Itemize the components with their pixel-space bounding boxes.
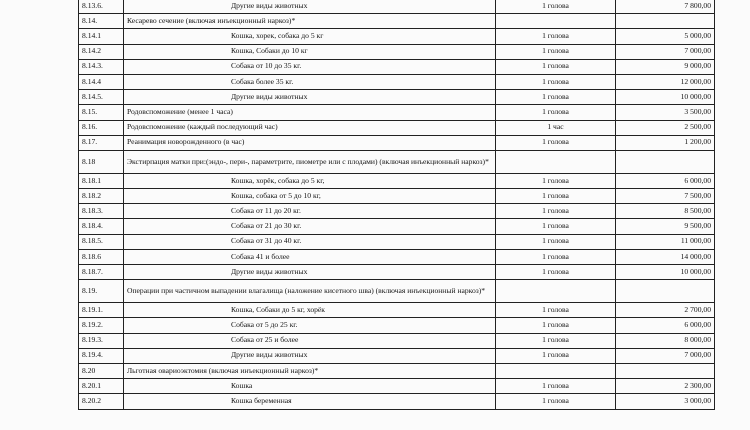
row-unit: 1 голова	[496, 204, 616, 219]
row-price: 2 700,00	[616, 303, 715, 318]
table-row	[79, 348, 715, 363]
row-code: 8.20.2	[79, 394, 124, 409]
table-row	[79, 189, 715, 204]
row-code: 8.15.	[79, 105, 124, 120]
row-unit	[496, 150, 616, 173]
row-unit: 1 голова	[496, 394, 616, 409]
row-price: 8 000,00	[616, 333, 715, 348]
row-service-name: Другие виды животных	[124, 0, 496, 14]
price-table-body	[79, 0, 715, 409]
row-code: 8.18.1	[79, 173, 124, 188]
row-unit: 1 голова	[496, 189, 616, 204]
row-unit	[496, 14, 616, 29]
table-row	[79, 249, 715, 264]
row-unit	[496, 280, 616, 303]
price-table	[78, 0, 715, 410]
row-price	[616, 14, 715, 29]
table-row	[79, 59, 715, 74]
row-unit	[496, 363, 616, 378]
row-service-name: Кошка	[124, 379, 496, 394]
row-price: 7 000,00	[616, 348, 715, 363]
row-price: 5 000,00	[616, 29, 715, 44]
row-code: 8.19.2.	[79, 318, 124, 333]
row-code: 8.14.	[79, 14, 124, 29]
row-code: 8.19.1.	[79, 303, 124, 318]
row-unit: 1 голова	[496, 59, 616, 74]
table-row	[79, 219, 715, 234]
table-row	[79, 14, 715, 29]
row-unit: 1 голова	[496, 333, 616, 348]
row-code: 8.19.3.	[79, 333, 124, 348]
row-price: 10 000,00	[616, 90, 715, 105]
row-price: 6 000,00	[616, 318, 715, 333]
row-service-name: Кесарево сечение (включая инъекционный наркоз)*	[124, 14, 496, 29]
row-unit: 1 час	[496, 120, 616, 135]
table-row	[79, 303, 715, 318]
row-code: 8.18.6	[79, 249, 124, 264]
row-service-name: Кошка, хорёк, собака до 5 кг,	[124, 173, 496, 188]
row-service-name: Собака от 25 и более	[124, 333, 496, 348]
row-code: 8.14.2	[79, 44, 124, 59]
row-unit: 1 голова	[496, 74, 616, 89]
row-unit: 1 голова	[496, 219, 616, 234]
row-unit: 1 голова	[496, 105, 616, 120]
row-price	[616, 150, 715, 173]
table-row	[79, 173, 715, 188]
row-service-name: Родовспоможение (каждый последующий час)	[124, 120, 496, 135]
row-service-name: Собака более 35 кг.	[124, 74, 496, 89]
row-unit: 1 голова	[496, 0, 616, 14]
row-unit: 1 голова	[496, 379, 616, 394]
row-service-name: Собака от 11 до 20 кг.	[124, 204, 496, 219]
row-service-name: Кошка, Собаки до 10 кг	[124, 44, 496, 59]
row-service-name: Другие виды животных	[124, 90, 496, 105]
table-row	[79, 135, 715, 150]
row-code: 8.18.3.	[79, 204, 124, 219]
row-unit: 1 голова	[496, 90, 616, 105]
row-price: 9 000,00	[616, 59, 715, 74]
row-service-name: Другие виды животных	[124, 265, 496, 280]
row-code: 8.18.4.	[79, 219, 124, 234]
row-price: 1 200,00	[616, 135, 715, 150]
table-row	[79, 0, 715, 14]
table-row	[79, 120, 715, 135]
row-service-name: Собака от 21 до 30 кг.	[124, 219, 496, 234]
table-row	[79, 265, 715, 280]
row-service-name: Кошка, Собаки до 5 кг, хорёк	[124, 303, 496, 318]
table-row	[79, 105, 715, 120]
row-unit: 1 голова	[496, 29, 616, 44]
row-service-name: Собака 41 и более	[124, 249, 496, 264]
row-code: 8.14.4	[79, 74, 124, 89]
row-service-name: Родовспоможение (менее 1 часа)	[124, 105, 496, 120]
row-price: 6 000,00	[616, 173, 715, 188]
row-price: 10 000,00	[616, 265, 715, 280]
row-unit: 1 голова	[496, 303, 616, 318]
row-unit: 1 голова	[496, 249, 616, 264]
row-price: 2 500,00	[616, 120, 715, 135]
row-price: 11 000,00	[616, 234, 715, 249]
table-row	[79, 379, 715, 394]
table-row	[79, 333, 715, 348]
row-price: 2 300,00	[616, 379, 715, 394]
row-price: 9 500,00	[616, 219, 715, 234]
table-row	[79, 29, 715, 44]
row-code: 8.14.3.	[79, 59, 124, 74]
row-price: 3 500,00	[616, 105, 715, 120]
table-row	[79, 44, 715, 59]
table-row	[79, 204, 715, 219]
row-service-name: Собака от 31 до 40 кг.	[124, 234, 496, 249]
table-row	[79, 363, 715, 378]
row-code: 8.14.5.	[79, 90, 124, 105]
row-service-name: Кошка, хорек, собака до 5 кг	[124, 29, 496, 44]
row-code: 8.18.7.	[79, 265, 124, 280]
row-code: 8.19.4.	[79, 348, 124, 363]
row-price: 7 000,00	[616, 44, 715, 59]
table-row	[79, 150, 715, 173]
row-service-name: Экстирпация матки при:(эндо-, пери-, параметрите, пиометре или с плодами) (включая инъекционный наркоз)*	[124, 150, 496, 173]
table-row	[79, 90, 715, 105]
row-code: 8.14.1	[79, 29, 124, 44]
row-price: 12 000,00	[616, 74, 715, 89]
row-unit: 1 голова	[496, 265, 616, 280]
row-service-name: Льготная овариоэктомия (включая инъекционный наркоз)*	[124, 363, 496, 378]
row-price: 7 800,00	[616, 0, 715, 14]
row-unit: 1 голова	[496, 173, 616, 188]
row-price	[616, 363, 715, 378]
row-service-name: Собака от 10 до 35 кг.	[124, 59, 496, 74]
row-service-name: Кошка беременная	[124, 394, 496, 409]
row-unit: 1 голова	[496, 234, 616, 249]
row-code: 8.19.	[79, 280, 124, 303]
table-row	[79, 394, 715, 409]
row-service-name: Другие виды животных	[124, 348, 496, 363]
table-row	[79, 318, 715, 333]
row-code: 8.18.5.	[79, 234, 124, 249]
table-row	[79, 280, 715, 303]
row-code: 8.17.	[79, 135, 124, 150]
row-unit: 1 голова	[496, 44, 616, 59]
row-unit: 1 голова	[496, 318, 616, 333]
row-price	[616, 280, 715, 303]
row-price: 7 500,00	[616, 189, 715, 204]
row-code: 8.20	[79, 363, 124, 378]
row-code: 8.16.	[79, 120, 124, 135]
row-code: 8.20.1	[79, 379, 124, 394]
row-service-name: Кошка, собака от 5 до 10 кг,	[124, 189, 496, 204]
row-price: 14 000,00	[616, 249, 715, 264]
row-code: 8.18	[79, 150, 124, 173]
row-price: 3 000,00	[616, 394, 715, 409]
table-row	[79, 234, 715, 249]
row-service-name: Реанимация новорожденного (в час)	[124, 135, 496, 150]
table-row	[79, 74, 715, 89]
row-unit: 1 голова	[496, 348, 616, 363]
row-price: 8 500,00	[616, 204, 715, 219]
row-code: 8.18.2	[79, 189, 124, 204]
row-service-name: Операции при частичном выпадении влагалища (наложение кисетного шва) (включая инъекционный наркоз)*	[124, 280, 496, 303]
row-code: 8.13.6.	[79, 0, 124, 14]
row-unit: 1 голова	[496, 135, 616, 150]
row-service-name: Собака от 5 до 25 кг.	[124, 318, 496, 333]
